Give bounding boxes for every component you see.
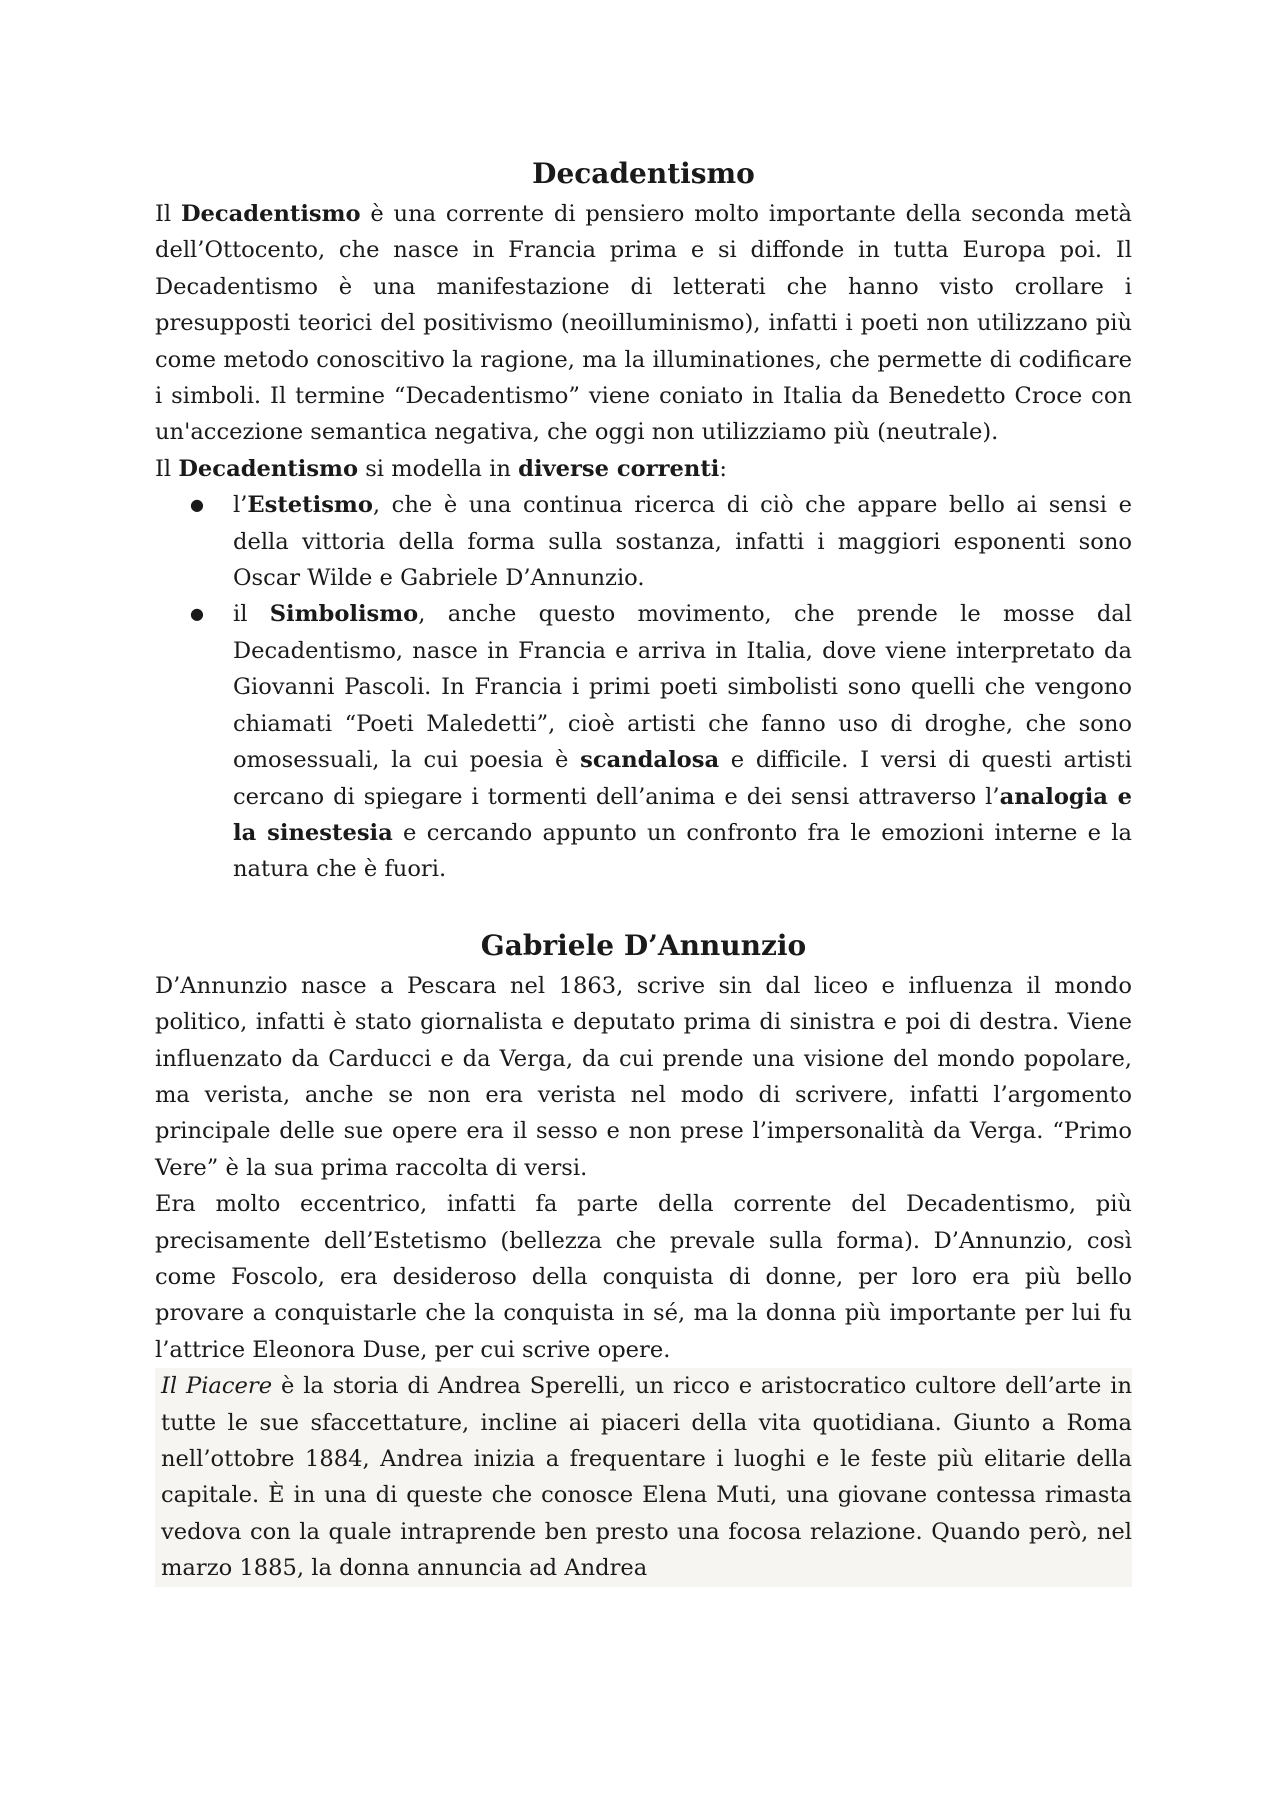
document-content [155,152,1132,1587]
estetismo-text-2: , che è una continua ricerca di ciò che appare bello ai sensi e della vittoria della forma sulla sostanza, infatti i maggiori esponenti sono Oscar Wilde e Gabriele D’Annunzio. [233,492,1132,592]
list-item-estetismo [155,487,1132,596]
simbolismo-bold: Simbolismo [269,601,419,628]
currents-list [155,487,1132,887]
section-spacer [155,888,1132,924]
bullet-icon: ● [190,604,204,624]
section-title-decadentismo: Decadentismo [532,157,755,190]
dannunzio-bio-paragraph: D’Annunzio nasce a Pescara nel 1863, scrive sin dal liceo e influenza il mondo politico, infatti è stato giornalista e deputato prima di sinistra e poi di destra. Viene influenzato da Carducci e da Verga, da cui prende una visione del mondo popolare, ma verista, anche se non era verista nel modo di scrivere, infatti l’argomento principale delle sue opere era il sesso e non prese l’impersonalità da Verga. “Primo Vere” è la sua prima raccolta di versi. [155,972,1132,1181]
estetismo-text-1: l’ [233,492,248,519]
simbolismo-text-4: e cercando appunto un confronto fra le emozioni interne e la natura che è fuori. [233,819,1132,883]
decadentismo-intro-paragraph [155,196,1132,451]
scandalosa-bold: scandalosa [580,747,720,774]
il-piacere-title: Il Piacere [161,1373,273,1400]
currents-text-2: si modella in [358,455,519,482]
currents-text-1: Il [155,455,179,482]
currents-bold-diverse-correnti: diverse correnti [518,455,720,482]
list-item-simbolismo [155,596,1132,887]
section-title-dannunzio: Gabriele D’Annunzio [480,928,807,962]
intro-bold-decadentismo: Decadentismo [180,201,361,227]
intro-text-1: Il [155,201,181,227]
il-piacere-text: è la storia di Andrea Sperelli, un ricco e aristocratico cultore dell’arte in tutte le sue sfaccettature, incline ai piaceri della vita quotidiana. Giunto a Roma nell’ottobre 1884, Andrea inizia a frequentare i luoghi e le feste più elitarie della capitale. È in una di queste che conosce Elena Muti, una giovane contessa rimasta vedova con la quale intraprende ben presto una focosa relazione. Quando però, nel marzo 1885, la donna annuncia ad Andrea [161,1373,1132,1582]
currents-bold-decadentismo: Decadentismo [178,455,359,482]
bullet-icon: ● [190,495,204,515]
simbolismo-text-3: e difficile. I versi di questi artisti cercano di spiegare i tormenti dell’anima e dei sensi attraverso l’ [233,747,1133,810]
dannunzio-eccentric-paragraph: Era molto eccentrico, infatti fa parte della corrente del Decadentismo, più precisamente dell’Estetismo (bellezza che prevale sulla forma). D’Annunzio, così come Foscolo, era desideroso della conquista di donne, per loro era più bello provare a conquistarle che la conquista in sé, ma la donna più importante per lui fu l’attrice Eleonora Duse, per cui scrive opere. [155,1191,1132,1363]
il-piacere-paragraph [155,1368,1132,1586]
intro-text-2: è una corrente di pensiero molto importante della seconda metà dell’Ottocento, che nasce in Francia prima e si diffonde in tutta Europa poi. Il Decadentismo è una manifestazione di letterati che hanno visto crollare i presupposti teorici del positivismo (neoilluminismo), infatti i poeti non utilizzano più come metodo conoscitivo la ragione, ma la illuminationes, che permette di codificare i simboli. Il termine “Decadentismo” viene coniato in Italia da Benedetto Croce con un'accezione semantica negativa, che oggi non utilizziamo più (neutrale). [155,201,1132,446]
simbolismo-text-1: il [233,601,270,628]
simbolismo-text-2: , anche questo movimento, che prende le mosse dal Decadentismo, nasce in Francia e arriva in Italia, dove viene interpretato da Giovanni Pascoli. In Francia i primi poeti simbolisti sono quelli che vengono chiamati “Poeti Maledetti”, cioè artisti che fanno uso di droghe, che sono omosessuali, la cui poesia è [233,601,1132,774]
estetismo-bold: Estetismo [247,492,373,519]
analogia-sinestesia-bold: analogia e la sinestesia [233,783,1132,846]
currents-intro-paragraph [155,451,1132,487]
currents-text-3: : [719,455,727,482]
